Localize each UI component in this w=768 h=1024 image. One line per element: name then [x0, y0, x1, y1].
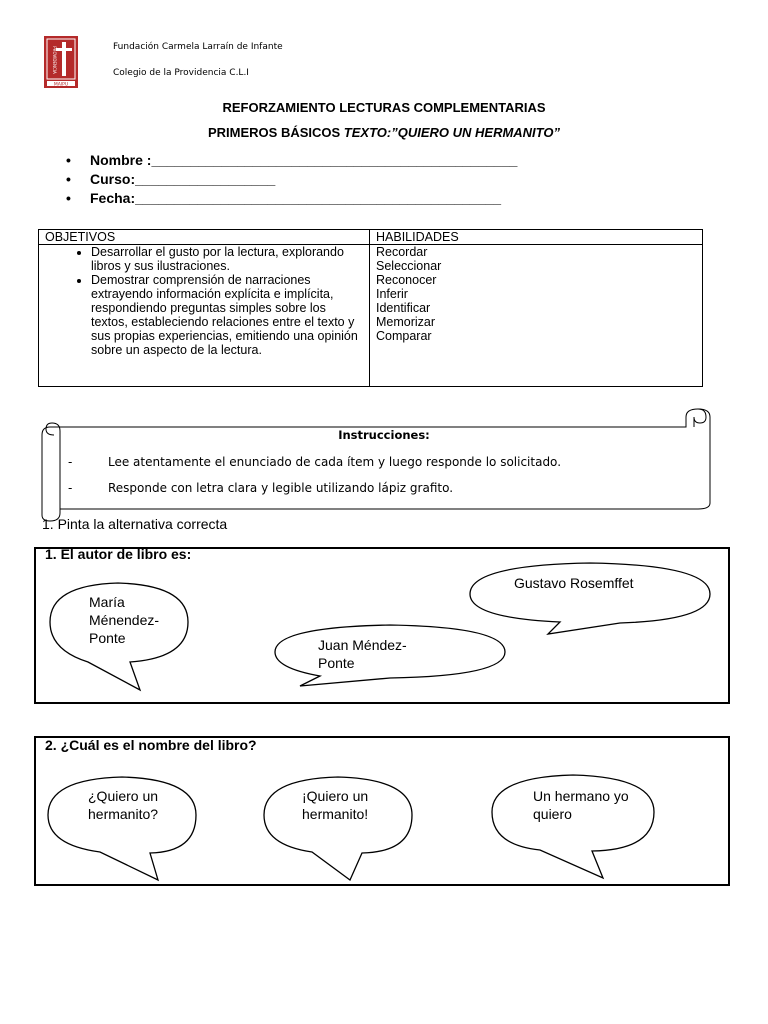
dash-icon: - — [68, 481, 73, 495]
objective-item: • Desarrollar el gusto por la lectura, explorando libros y sus ilustraciones. — [91, 245, 363, 273]
field-label: Curso: — [90, 170, 136, 187]
field-blank[interactable]: _______________________________________________ — [151, 151, 518, 168]
skill-item: Recordar — [376, 245, 428, 259]
instruction-text: Responde con letra clara y legible utilizando lápiz grafito. — [108, 481, 454, 495]
option-text-q1-a: María Ménendez- Ponte — [89, 594, 160, 646]
option-text-q2-c: Un hermano yo quiero — [533, 788, 629, 822]
bullet-icon: • — [66, 170, 71, 187]
bullet-icon: • — [66, 151, 71, 168]
skill-item: Reconocer — [376, 273, 437, 287]
header-skills: HABILIDADES — [370, 230, 703, 245]
instructions-title: Instrucciones: — [338, 428, 430, 442]
skill-item: Inferir — [376, 287, 408, 301]
skill-item: Seleccionar — [376, 259, 442, 273]
objective-item: • Demostrar comprensión de narraciones extrayendo información explícita e implícita, respondiendo preguntas simples sobre los textos, estableciendo relaciones entre el texto y sus propias experiencias, emitiendo una opinión sobre un aspecto de la lectura. — [91, 273, 363, 357]
section-heading: 1. Pinta la alternativa correcta — [42, 516, 228, 532]
org-name: Fundación Carmela Larraín de Infante — [113, 42, 283, 52]
question-1-title: 1. El autor de libro es: — [45, 546, 192, 562]
sub-title-text: TEXTO:”QUIERO UN HERMANITO” — [343, 125, 560, 140]
instruction-text: Lee atentamente el enunciado de cada ítem y luego responde lo solicitado. — [108, 455, 562, 469]
skill-item: Comparar — [376, 329, 432, 343]
question-2-title: 2. ¿Cuál es el nombre del libro? — [45, 737, 257, 753]
option-text-q1-c: Gustavo Rosemffet — [514, 575, 634, 591]
option-text-q2-a: ¿Quiero un hermanito? — [88, 788, 159, 822]
field-label: Nombre : — [90, 151, 152, 168]
option-text-q1-b: Juan Méndez- Ponte — [318, 637, 407, 671]
skill-item: Memorizar — [376, 315, 436, 329]
skill-item: Identificar — [376, 301, 431, 315]
sub-title-prefix: PRIMEROS BÁSICOS — [208, 125, 344, 140]
dash-icon: - — [68, 455, 73, 469]
logo-vertical-text: PROVIDENCIA — [52, 46, 57, 74]
logo-bottom-text: MAIPU — [53, 82, 69, 88]
field-label: Fecha: — [90, 189, 136, 206]
field-blank[interactable]: _______________________________________________ — [135, 189, 502, 206]
option-text-q2-b: ¡Quiero un hermanito! — [302, 788, 369, 822]
header-objectives: OBJETIVOS — [39, 230, 370, 245]
school-name: Colegio de la Providencia C.L.I — [113, 68, 249, 78]
bullet-icon: • — [66, 189, 71, 206]
field-blank[interactable]: __________________ — [135, 170, 276, 187]
main-title: REFORZAMIENTO LECTURAS COMPLEMENTARIAS — [222, 100, 546, 115]
